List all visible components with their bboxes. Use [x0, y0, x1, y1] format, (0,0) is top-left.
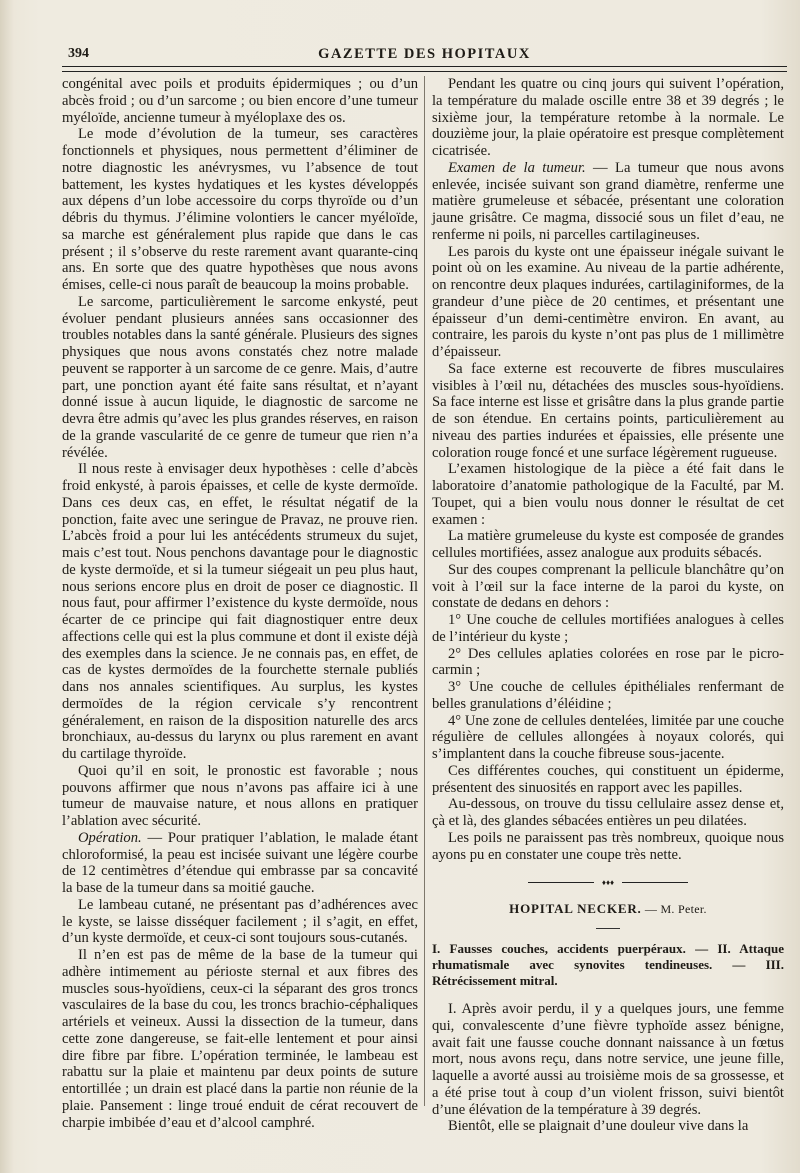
paragraph: I. Après avoir perdu, il y a quelques jours, une femme qui, convalescente d’une fièvre typhoïde assez bénigne, avait fait une fausse couche donnant naissance à un fœtus mort, nous avons reçu, dans notre service, une jeune fille, laquelle a avorté aussi au troisième mois de sa grossesse, et a été prise tout à coup d’un violent frisson, suivi bientôt d’une élévation de la température à 39 degrés.: [432, 1001, 784, 1118]
paragraph: congénital avec poils et produits épidermiques ; ou d’un abcès froid ; ou d’un sarcome ; ou bien encore d’une tumeur myéloïde, ancienne tumeur à myéloplaxe des os.: [62, 76, 418, 126]
paragraph: Le lambeau cutané, ne présentant pas d’adhérences avec le kyste, se laisse disséquer facilement ; il s’agit, en effet, d’un kyste dermoïde, et ceux-ci sont toujours sous-cutanés.: [62, 896, 418, 947]
paragraph: Ces différentes couches, qui constituent un épiderme, présentent des sinuosités en rapport avec les papilles.: [432, 762, 784, 796]
paragraph: Le sarcome, particulièrement le sarcome enkysté, peut évoluer pendant plusieurs années sans occasionner des troubles notables dans la santé générale. Plusieurs des signes physiques que nous avons constatés chez notre malade peuvent se rapporter à un sarcome de ce genre. Mais, d’autre part, une ponction ayant été faite sans résultat, et n’ayant donné issue à aucun liquide, le diagnostic de sarcome ne devra être admis qu’avec les plus grandes réserves, en raison de la grande vascularité de ce genre de tumeur que rien n’a révélée.: [62, 293, 418, 461]
case-heading: [418, 941, 784, 989]
header-rule: [62, 66, 787, 72]
section-heading: [432, 901, 784, 918]
paragraph-label: Opération.: [78, 829, 142, 846]
paragraph: 4° Une zone de cellules dentelées, limitée par une couche régulière de cellules allongées à noyaux colorés, qui s’implantent dans la couche fibreuse sous-jacente.: [432, 712, 784, 762]
paragraph: Pendant les quatre ou cinq jours qui suivent l’opération, la température du malade oscille entre 38 et 39 degrés ; le sixième jour, la température retombe à la normale. Le douzième jour, la plaie opératoire est presque complètement cicatrisée.: [432, 76, 784, 159]
journal-title: GAZETTE DES HOPITAUX: [318, 46, 531, 62]
paragraph: Sa face externe est recouverte de fibres musculaires visibles à l’œil nu, détachées des muscles sous-hyoïdiens. Sa face interne est lisse et grisâtre dans la plus grande partie de son étendue. En certains points, particulièrement au niveau des parties indurées et épaissies, elle présente une coloration rouge foncé et une surface légèrement rugueuse.: [432, 360, 784, 461]
case-title: I. Fausses couches, accidents puerpéraux. — II. Attaque rhumatismale avec synovites tendineuses. — III. Rétrécissement mitral.: [432, 941, 784, 988]
paragraph: 1° Une couche de cellules mortifiées analogues à celles de l’intérieur du kyste ;: [432, 612, 784, 645]
ornament-line: [622, 882, 688, 883]
left-column: [62, 76, 418, 1131]
paragraph: 3° Une couche de cellules épithéliales renfermant de belles granulations d’éléidine ;: [432, 679, 784, 712]
section-author: — M. Peter.: [641, 902, 707, 917]
section-ornament: [528, 879, 688, 887]
paragraph: Au-dessous, on trouve du tissu cellulaire assez dense et, çà et là, des glandes sébacées entières un peu dilatées.: [432, 796, 784, 829]
paragraph: Le mode d’évolution de la tumeur, ses caractères fonctionnels et physiques, nous permettent d’éliminer de notre diagnostic les anévrysmes, vu l’absence de tout battement, les kystes hydatiques et les kystes développés aux dépens d’un lobe accessoire du corps thyroïde ou d’un débris du thymus. J’élimine volontiers le cancer myéloïde, sa marche est généralement plus rapide que dans le cas présent ; il s’observe du reste rarement avant quarante-cinq ans. En sorte que des quatre hypothèses que nous avons émises, celle-ci nous paraît de beaucoup la moins probable.: [62, 126, 418, 293]
paragraph: Il nous reste à envisager deux hypothèses : celle d’abcès froid enkysté, à parois épaisses, et celle de kyste dermoïde. Dans ces deux cas, en effet, le résultat négatif de la ponction, faite avec une seringue de Pravaz, ne prouve rien. L’abcès froid a pour lui les antécédents strumeux du sujet, mais c’est tout. Nous penchons davantage pour le diagnostic de kyste dermoïde, et si la tumeur siégeait un peu plus haut, nous serions encore plus en droit de poser ce diagnostic. Il nous faut, pour affirmer l’existence du kyste dermoïde, nous écarter de ce principe qui fait diagnostiquer entre deux affections celle qui est la plus commune et dont il existe déjà des exemples dans la science. Je ne connais pas, en effet, de cas de kystes dermoïdes de la fourchette sternale publiés dans nos annales scientifiques. Au surplus, les kystes dermoïdes de la région cervicale s’y rencontrent généralement, en raison de la disposition naturelle des arcs bronchiaux, au-dessus du larynx ou plus rarement en avant du cartilage thyroïde.: [62, 461, 418, 762]
paragraph: Bientôt, elle se plaignait d’une douleur vive dans la: [448, 1118, 749, 1135]
paragraph: Quoi qu’il en soit, le pronostic est favorable ; nous pouvons affirmer que nous n’avons pas affaire ici à une tumeur de mauvaise nature, et nous allons en pratiquer l’ablation avec sécurité.: [62, 762, 418, 829]
paragraph: Sur des coupes comprenant la pellicule blanchâtre qu’on voit à l’œil sur la face interne de la paroi du kyste, on constate de dedans en dehors :: [432, 561, 784, 612]
section-title: HOPITAL NECKER.: [509, 901, 642, 917]
page-header: [62, 42, 787, 64]
paragraph: Les poils ne paraissent pas très nombreux, quoique nous ayons pu en constater une coupe très nette.: [432, 829, 784, 863]
paragraph: La matière grumeleuse du kyste est composée de grandes cellules mortifiées, assez analogue aux produits sébacés.: [432, 528, 784, 561]
page-number: 394: [68, 46, 89, 61]
paragraph: Il n’en est pas de même de la base de la tumeur qui adhère intimement au périoste sternal et aux fibres des muscles sous-hyoïdiens, ceux-ci la séparant des gros troncs vasculaires de la base du cou, les troncs brachio-céphaliques artériels et veineux. Aussi la dissection de la tumeur, dans cette zone dangereuse, se fait-elle lentement et pour ainsi dire fibre par fibre. L’opération terminée, le lambeau est rabattu sur la plaie et maintenu par deux points de suture entortillée ; un drain est placé dans la partie non réunie de la plaie. Pansement : linge troué enduit de cérat recouvert de charpie imbibée d’eau et d’alcool camphré.: [62, 947, 418, 1131]
short-rule: [596, 928, 620, 929]
paragraph: Les parois du kyste ont une épaisseur inégale suivant le point où on les examine. Au niveau de la partie adhérente, on rencontre deux plaques indurées, cartilaginiformes, de la grandeur d’une pièce de 20 centimes, et présentant une épaisseur d’un demi-centimètre environ. En avant, au contraire, les parois du kyste n’ont pas plus de 1 millimètre d’épaisseur.: [432, 243, 784, 360]
paragraph-label: Examen de la tumeur.: [448, 159, 586, 176]
paragraph: L’examen histologique de la pièce a été fait dans le laboratoire d’anatomie pathologique de la Faculté, par M. Toupet, qui a bien voulu nous donner le résultat de cet examen :: [432, 461, 784, 528]
paragraph: [62, 830, 418, 897]
right-column: [432, 76, 784, 1135]
ornament-line: [528, 882, 594, 883]
paragraph-text: — La tumeur que nous avons enlevée, incisée suivant son grand diamètre, renferme une matière grumeleuse et sébacée, présentant une coloration jaune grisâtre. Ce magma, dissocié sous un filet d’eau, ne renferme ni poils, ni parcelles cartilagineuses.: [432, 159, 785, 243]
paragraph-text: — Pour pratiquer l’ablation, le malade étant chloroformisé, la peau est incisée suivant une légère courbe de 12 centimètres d’étendue qui embrasse par sa concavité la base de la tumeur dans sa moitié gauche.: [62, 829, 418, 896]
paragraph: 2° Des cellules aplaties colorées en rose par le picro-carmin ;: [432, 645, 784, 679]
paragraph: [432, 160, 784, 244]
ornament-center: ♦♦♦: [601, 878, 615, 888]
